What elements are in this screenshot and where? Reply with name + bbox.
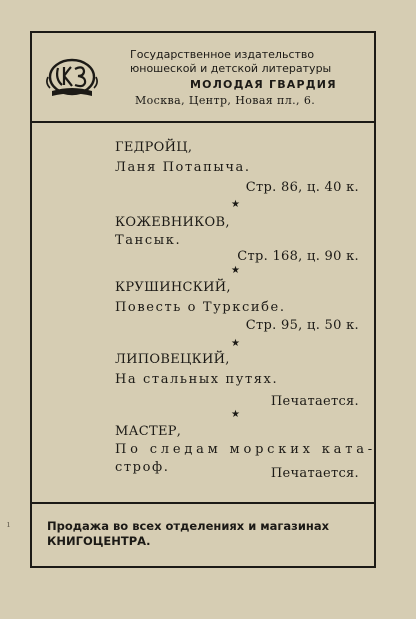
book-1-author: ГЕДРОЙЦ,: [115, 140, 193, 155]
book-5-title-line-2: строф.: [115, 460, 170, 475]
book-4-info: Печатается.: [270, 394, 359, 409]
book-1-info: Стр. 86, ц. 40 к.: [245, 180, 359, 195]
separator-star-icon: ★: [231, 409, 240, 420]
separator-star-icon: ★: [231, 265, 240, 276]
margin-mark: ı: [7, 520, 10, 530]
book-5-author: МАСТЕР,: [115, 424, 182, 439]
book-3-title: Повесть о Турксибе.: [115, 300, 286, 315]
book-1-title: Ланя Потапыча.: [115, 160, 251, 175]
publisher-line-1: Государственное издательство: [130, 48, 315, 61]
footer-line-1: Продажа во всех отделениях и магазинах: [47, 519, 330, 533]
publisher-logo-icon: [42, 55, 102, 103]
book-2-info: Стр. 168, ц. 90 к.: [237, 249, 359, 264]
publisher-address: Москва, Центр, Новая пл., 6.: [135, 94, 316, 107]
separator-star-icon: ★: [231, 338, 240, 349]
book-3-info: Стр. 95, ц. 50 к.: [245, 318, 359, 333]
book-3-author: КРУШИНСКИЙ,: [115, 280, 231, 295]
book-2-author: КОЖЕВНИКОВ,: [115, 215, 230, 230]
book-4-author: ЛИПОВЕЦКИЙ,: [115, 352, 230, 367]
book-2-title: Тансык.: [115, 233, 182, 248]
book-5-info: Печатается.: [270, 466, 359, 481]
publisher-line-2: юношеской и детской литературы: [130, 62, 332, 75]
footer-divider: [30, 502, 376, 504]
book-5-title-line-1: По следам морских ката-: [115, 442, 376, 457]
publisher-name: МОЛОДАЯ ГВАРДИЯ: [190, 78, 337, 91]
header-divider: [30, 121, 376, 123]
separator-star-icon: ★: [231, 199, 240, 210]
footer-line-2: КНИГОЦЕНТРА.: [47, 534, 151, 548]
book-4-title: На стальных путях.: [115, 372, 279, 387]
